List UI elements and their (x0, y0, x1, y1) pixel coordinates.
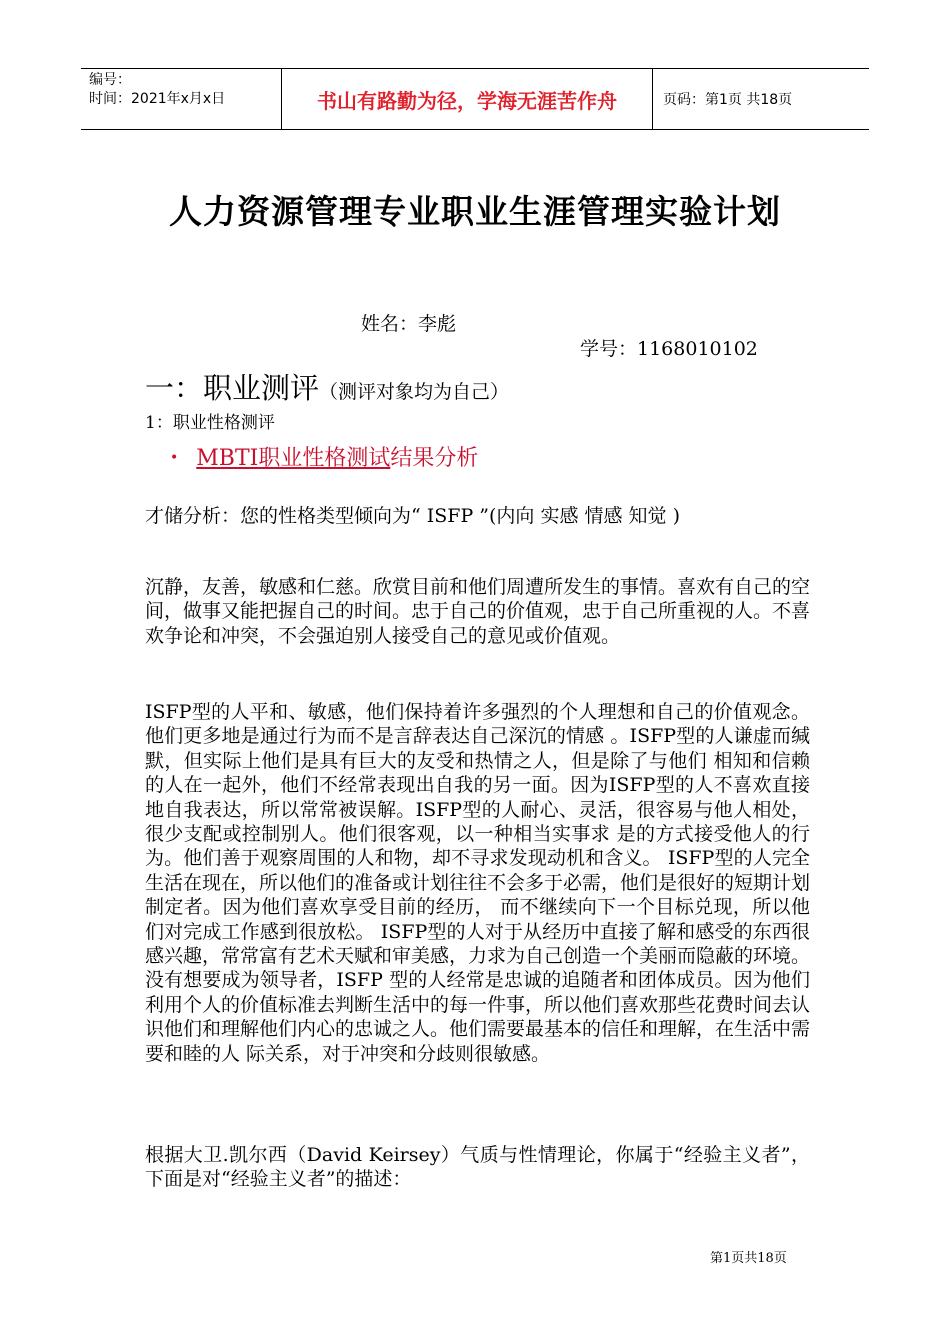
bullet-rest-text: 结果分析 (390, 446, 479, 471)
subsection-heading: 1：职业性格测评 (145, 413, 275, 433)
student-name: 姓名：李彪 (361, 313, 457, 335)
body-paragraph-1: 沉静，友善，敏感和仁慈。欣赏目前和他们周遭所发生的事情。喜欢有自己的空间，做事又能把握自己的时间。忠于自己的价值观，忠于自己所重视的人。不喜欢争论和冲突，不会强迫别人接受自己的意见或价值观。 (145, 576, 811, 647)
mbti-test-link[interactable]: MBTI职业性格测试 (196, 446, 391, 471)
header-meta (81, 69, 281, 129)
body-paragraph-3: 根据大卫.凯尔西（David Keirsey）气质与性情理论，你属于“经验主义者”，下面是对“经验主义者”的描述： (145, 1144, 810, 1191)
analysis-paragraph: 才储分析：您的性格类型倾向为“ ISFP ”(内向 实感 情感 知觉 ) (145, 505, 680, 527)
header-page-info: 页码：第1页 共18页 (663, 92, 793, 108)
section-heading-note: （测评对象均为自己） (319, 381, 510, 403)
document-title: 人力资源管理专业职业生涯管理实验计划 (169, 192, 781, 231)
bullet-dot-icon: • (170, 450, 179, 466)
bullet-item (170, 441, 478, 472)
header-motto: 书山有路勤为径，学海无涯苦作舟 (281, 69, 653, 129)
page-footer: 第1页共18页 (710, 1251, 787, 1266)
page-header (81, 68, 869, 130)
section-heading (145, 366, 509, 407)
section-heading-text: 一：职业测评 (145, 371, 320, 405)
student-id: 学号：1168010102 (580, 338, 758, 360)
number-label: 编号： (89, 72, 131, 88)
body-paragraph-2: ISFP型的人平和、敏感，他们保持着许多强烈的个人理想和自己的价值观念。他们更多地是通过行为而不是言辞表达自己深沉的情感 。ISFP型的人谦虚而缄默，但实际上他们是具有巨大的友受和热情之人，但是除了与他们 相知和信赖的人在一起外，他们不经常表现出自我的另一面。因为ISFP型的人不喜欢直接地自我表达，所以常常被误解。ISFP型的人耐心、灵活，很容易与他人相处，很少支配或控制别人。他们很客观，以一种相当实事求 是的方式接受他人的行为。他们善于观察周围的人和物，却不寻求发现动机和含义。 ISFP型的人完全生活在现在，所以他们的准备或计划往往不会多于必需，他们是很好的短期计划制定者。因为他们喜欢享受目前的经历， 而不继续向下一个目标兑现，所以他们对完成工作感到很放松。 ISFP型的人对于从经历中直接了解和感受的东西很感兴趣，常常富有艺术天赋和审美感，力求为自己创造一个美丽而隐蔽的环境。没有想要成为领导者，ISFP 型的人经常是忠诚的追随者和团体成员。因为他们利用个人的价值标准去判断生活中的每一件事，所以他们喜欢那些花费时间去认识他们和理解他们内心的忠诚之人。他们需要最基本的信任和理解，在生活中需要和睦的人 际关系，对于冲突和分歧则很敏感。 (145, 701, 811, 1065)
date-label: 时间：2021年x月x日 (89, 91, 226, 107)
